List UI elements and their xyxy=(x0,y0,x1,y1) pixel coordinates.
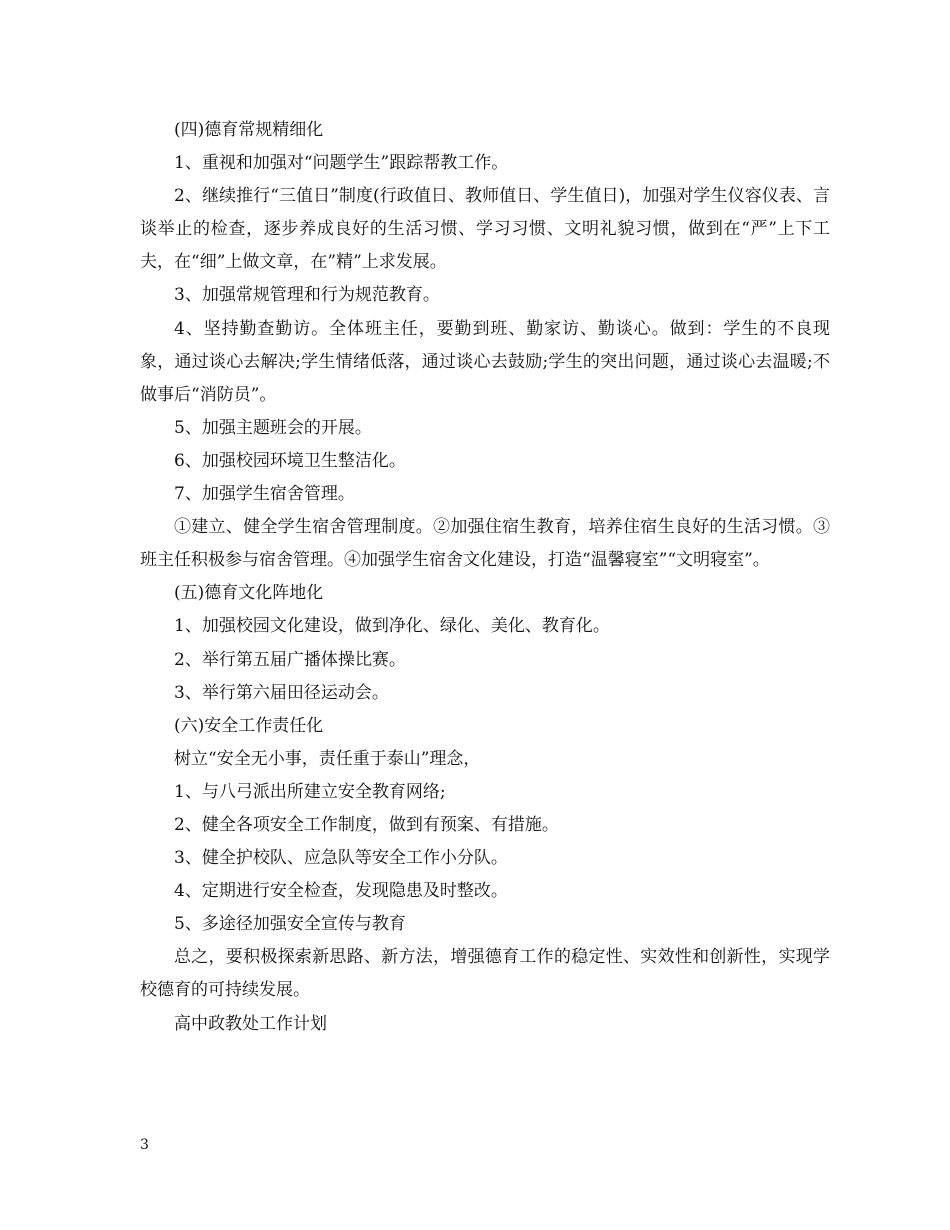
document-title: 高中政教处工作计划 xyxy=(174,1013,327,1034)
document-body xyxy=(140,114,830,1041)
paragraph: 4、坚持勤查勤访。全体班主任，要勤到班、勤家访、勤谈心。做到：学生的不良现象，通过谈心去解决;学生情绪低落，通过谈心去鼓励;学生的突出问题，通过谈心去温暖;不做事后“消防员”。 xyxy=(140,318,830,405)
paragraph: 4、定期进行安全检查，发现隐患及时整改。 xyxy=(174,881,508,902)
paragraph: 7、加强学生宿舍管理。 xyxy=(174,484,355,505)
paragraph: 2、举行第五届广播体操比赛。 xyxy=(174,649,406,670)
paragraph: 树立“安全无小事，责任重于泰山”理念， xyxy=(174,748,481,769)
section-heading: (四)德育常规精细化 xyxy=(174,120,324,140)
page-number: 3 xyxy=(140,1137,149,1153)
paragraph: ①建立、健全学生宿舍管理制度。②加强住宿生教育，培养住宿生良好的生活习惯。③班主任积极参与宿舍管理。④加强学生宿舍文化建设，打造“温馨寝室”“文明寝室”。 xyxy=(140,517,830,571)
paragraph: 6、加强校园环境卫生整洁化。 xyxy=(174,450,406,471)
paragraph: 总之，要积极探索新思路、新方法，增强德育工作的稳定性、实效性和创新性，实现学校德育的可持续发展。 xyxy=(140,947,830,1001)
paragraph: 2、继续推行“三值日”制度(行政值日、教师值日、学生值日)，加强对学生仪容仪表、言谈举止的检查，逐步养成良好的生活习惯、学习习惯、文明礼貌习惯，做到在“严”上下工夫，在“细”上做文章，在”精”上求发展。 xyxy=(140,186,830,273)
section-heading: (六)安全工作责任化 xyxy=(174,715,324,736)
paragraph: 3、健全护校队、应急队等安全工作小分队。 xyxy=(174,848,508,869)
paragraph: 1、与八弓派出所建立安全教育网络; xyxy=(174,781,446,802)
paragraph: 5、加强主题班会的开展。 xyxy=(174,417,372,438)
paragraph: 2、健全各项安全工作制度，做到有预案、有措施。 xyxy=(174,814,559,835)
paragraph: 3、加强常规管理和行为规范教育。 xyxy=(174,285,440,306)
paragraph: 1、重视和加强对“问题学生”跟踪帮教工作。 xyxy=(174,153,509,174)
paragraph: 5、多途径加强安全宣传与教育 xyxy=(174,914,406,935)
paragraph: 1、加强校园文化建设，做到净化、绿化、美化、教育化。 xyxy=(174,616,610,637)
paragraph: 3、举行第六届田径运动会。 xyxy=(174,682,389,703)
section-heading: (五)德育文化阵地化 xyxy=(174,583,324,604)
